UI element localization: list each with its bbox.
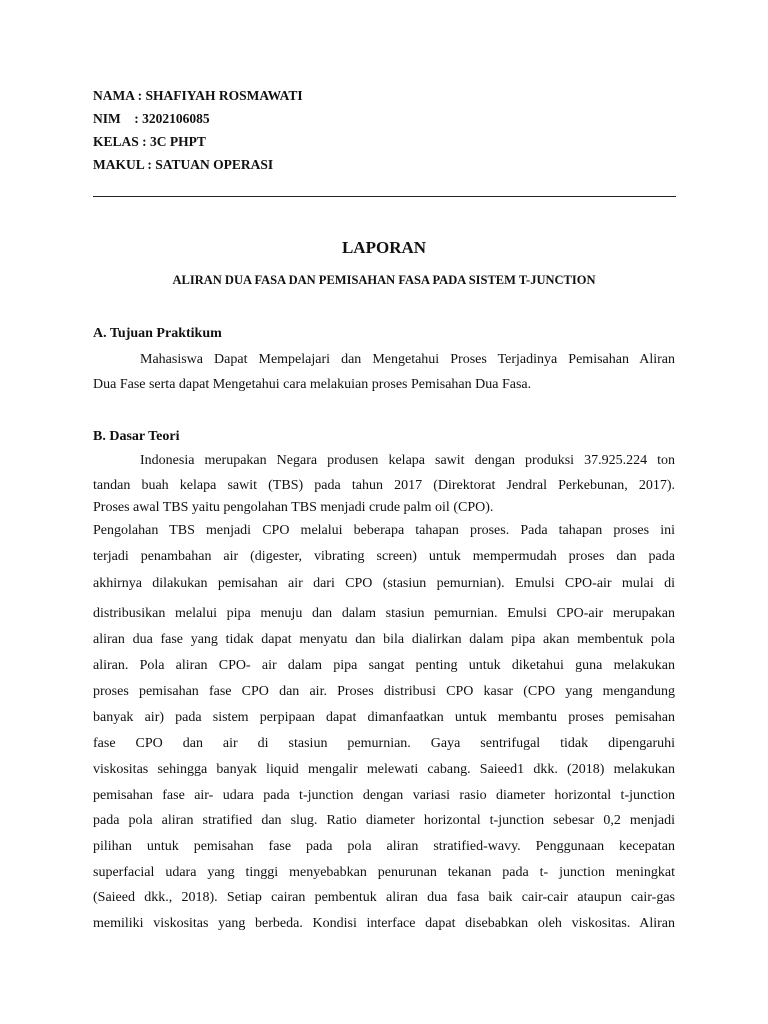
paragraph-line: proses pemisahan fase CPO dan air. Proses distribusi CPO kasar (CPO yang mengandung: [93, 684, 675, 699]
paragraph-line: akhirnya dilakukan pemisahan air dari CPO (stasiun pemurnian). Emulsi CPO-air mulai di: [93, 576, 675, 591]
paragraph-line: fase CPO dan air di stasiun pemurnian. Gaya sentrifugal tidak dipengaruhi: [93, 736, 675, 751]
student-name: NAMA : SHAFIYAH ROSMAWATI: [93, 88, 303, 103]
paragraph-line: aliran. Pola aliran CPO- air dalam pipa sangat penting untuk diketahui guna melakukan: [93, 658, 675, 673]
paragraph-line: Proses awal TBS yaitu pengolahan TBS menjadi crude palm oil (CPO).: [93, 500, 494, 515]
student-nim: NIM : 3202106085: [93, 111, 210, 126]
paragraph-line: aliran dua fase yang tidak dapat menyatu dan bila dialirkan dalam pipa akan membentuk pola: [93, 632, 675, 647]
paragraph-line: Indonesia merupakan Negara produsen kelapa sawit dengan produksi 37.925.224 ton: [140, 453, 675, 468]
course-name: MAKUL : SATUAN OPERASI: [93, 157, 274, 172]
paragraph-line: Mahasiswa Dapat Mempelajari dan Mengetahui Proses Terjadinya Pemisahan Aliran: [140, 352, 675, 367]
paragraph-line: terjadi penambahan air (digester, vibrating screen) untuk mempermudah proses dan pada: [93, 549, 675, 564]
paragraph-line: distribusikan melalui pipa menuju dan dalam stasiun pemurnian. Emulsi CPO-air merupakan: [93, 606, 675, 621]
paragraph-line: superfacial udara yang tinggi menyebabkan penurunan tekanan pada t- junction meningkat: [93, 865, 675, 880]
paragraph-line: Pengolahan TBS menjadi CPO melalui beberapa tahapan proses. Pada tahapan proses ini: [93, 523, 675, 538]
section-a-heading: A. Tujuan Praktikum: [93, 326, 222, 341]
section-b-heading: B. Dasar Teori: [93, 429, 180, 444]
paragraph-line: memiliki viskositas yang berbeda. Kondisi interface dapat disebabkan oleh viskositas. Aliran: [93, 916, 675, 931]
report-title: LAPORAN: [341, 238, 427, 257]
paragraph-line: pemisahan fase air- udara pada t-junction dengan variasi rasio diameter horizontal t-junction: [93, 788, 675, 803]
paragraph-line: (Saieed dkk., 2018). Setiap cairan pembentuk aliran dua fasa baik cair-cair ataupun cair-gas: [93, 890, 675, 905]
header-divider: [93, 196, 676, 197]
paragraph-line: tandan buah kelapa sawit (TBS) pada tahun 2017 (Direktorat Jendral Perkebunan, 2017).: [93, 478, 675, 493]
paragraph-line: banyak air) pada sistem perpipaan dapat dimanfaatkan untuk membantu proses pemisahan: [93, 710, 675, 725]
paragraph-line: Dua Fase serta dapat Mengetahui cara melakuian proses Pemisahan Dua Fasa.: [93, 377, 532, 392]
report-subtitle: ALIRAN DUA FASA DAN PEMISAHAN FASA PADA SISTEM T-JUNCTION: [172, 273, 596, 287]
student-class: KELAS : 3C PHPT: [93, 134, 206, 149]
paragraph-line: pilihan untuk pemisahan fase pada pola aliran stratified-wavy. Penggunaan kecepatan: [93, 839, 675, 854]
paragraph-line: pada pola aliran stratified dan slug. Ratio diameter horizontal t-junction sebesar 0,2 menjadi: [93, 813, 675, 828]
paragraph-line: viskositas sehingga banyak liquid mengalir melewati cabang. Saieed1 dkk. (2018) melakukan: [93, 762, 675, 777]
